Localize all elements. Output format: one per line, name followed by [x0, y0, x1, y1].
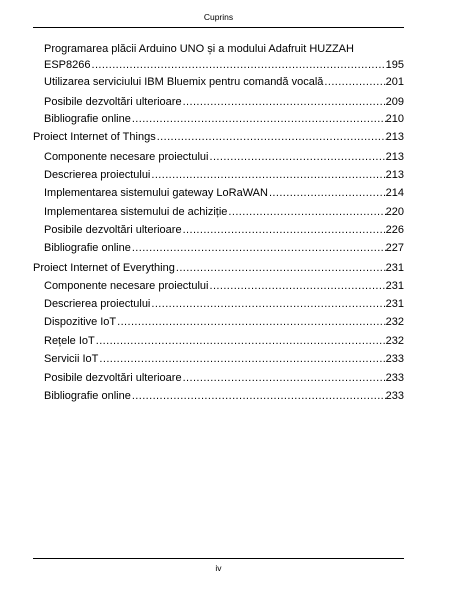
toc-leader-dots: [151, 297, 385, 311]
toc-leader-dots: [96, 334, 386, 348]
toc-entry[interactable]: [44, 371, 404, 385]
toc-page-number: 213: [385, 151, 404, 163]
toc-entry-title: Componente necesare proiectului: [44, 151, 209, 163]
toc-page-number: 210: [385, 113, 404, 125]
toc-entry-title: Descrierea proiectului: [44, 298, 151, 310]
toc-page-number: 233: [385, 390, 404, 402]
toc-entry-title: Dispozitive IoT: [44, 316, 117, 328]
toc-entry-title: Implementarea sistemului de achiziție: [44, 206, 228, 218]
toc-page-number: 220: [385, 206, 404, 218]
toc-entry-title: Proiect Internet of Things: [33, 131, 156, 143]
toc-entry[interactable]: [44, 315, 404, 329]
toc-entry[interactable]: [44, 112, 404, 126]
toc-page-number: 232: [385, 316, 404, 328]
toc-entry-title: Proiect Internet of Everything: [33, 262, 175, 274]
toc-page-number: 214: [385, 187, 404, 199]
toc-entry-title: Utilizarea serviciului IBM Bluemix pentru comandă vocală: [44, 76, 324, 88]
toc-leader-dots: [91, 58, 385, 72]
toc-entry-title: Implementarea sistemului gateway LoRaWAN: [44, 187, 268, 199]
toc-entry[interactable]: [44, 279, 404, 293]
toc-chapter-entry[interactable]: [33, 261, 404, 275]
toc-page-number: 227: [385, 242, 404, 254]
toc-leader-dots: [132, 241, 386, 255]
toc-entry[interactable]: [44, 186, 404, 200]
toc-entry-title: Posibile dezvoltări ulterioare: [44, 96, 182, 108]
toc-entry-title: Posibile dezvoltări ulterioare: [44, 224, 182, 236]
toc-page-number: 209: [385, 96, 404, 108]
toc-leader-dots: [228, 205, 385, 219]
toc-page-number: 233: [385, 353, 404, 365]
toc-entry-title: Bibliografie online: [44, 390, 131, 402]
toc-entry[interactable]: [44, 205, 404, 219]
toc-entry[interactable]: [44, 334, 404, 348]
toc-entry[interactable]: [44, 297, 404, 311]
toc-leader-dots: [151, 168, 385, 182]
toc-entry[interactable]: [44, 241, 404, 255]
toc-entry-title: ESP8266: [44, 59, 91, 71]
toc-entry[interactable]: [44, 389, 404, 403]
toc-leader-dots: [269, 186, 386, 200]
toc-entry-title: Rețele IoT: [44, 335, 95, 347]
toc-chapter-entry[interactable]: [33, 130, 404, 144]
toc-leader-dots: [183, 95, 386, 109]
toc-entry-title: Posibile dezvoltări ulterioare: [44, 372, 182, 384]
toc-entry[interactable]: [44, 75, 404, 89]
toc-page-number: 195: [385, 59, 404, 71]
toc-entry-title: Bibliografie online: [44, 242, 131, 254]
toc-page-number: 231: [385, 262, 404, 274]
toc-leader-dots: [99, 352, 385, 366]
toc-leader-dots: [210, 279, 386, 293]
toc-leader-dots: [157, 130, 386, 144]
toc-leader-dots: [132, 389, 386, 403]
toc-page-number: 213: [385, 169, 404, 181]
toc-leader-dots: [117, 315, 386, 329]
toc-leader-dots: [183, 223, 386, 237]
toc-entry-title: Bibliografie online: [44, 113, 131, 125]
toc-page-number: 231: [385, 280, 404, 292]
toc-leader-dots: [210, 150, 386, 164]
page-number: iv: [215, 563, 222, 573]
toc-entry[interactable]: [44, 352, 404, 366]
toc-entry[interactable]: [44, 95, 404, 109]
toc-entry-title-line: Programarea plăcii Arduino UNO și a modului Adafruit HUZZAH: [44, 43, 354, 55]
toc-entry-title: Servicii IoT: [44, 353, 99, 365]
toc-leader-dots: [324, 75, 385, 89]
toc-entry-title: Descrierea proiectului: [44, 169, 151, 181]
toc-leader-dots: [183, 371, 386, 385]
toc-entry[interactable]: [44, 150, 404, 164]
toc-leader-dots: [176, 261, 386, 275]
toc-entry[interactable]: [44, 42, 404, 72]
toc-page-number: 233: [385, 372, 404, 384]
toc-page-number: 232: [385, 335, 404, 347]
toc-entry[interactable]: [44, 168, 404, 182]
toc-entry-title: Componente necesare proiectului: [44, 280, 209, 292]
toc-leader-dots: [132, 112, 386, 126]
header-title: Cuprins: [203, 12, 234, 22]
toc-page-number: 231: [385, 298, 404, 310]
toc-page-number: 201: [385, 76, 404, 88]
page-footer: [33, 558, 404, 575]
toc-entry[interactable]: [44, 223, 404, 237]
toc-page-number: 213: [385, 131, 404, 143]
toc-page-number: 226: [385, 224, 404, 236]
